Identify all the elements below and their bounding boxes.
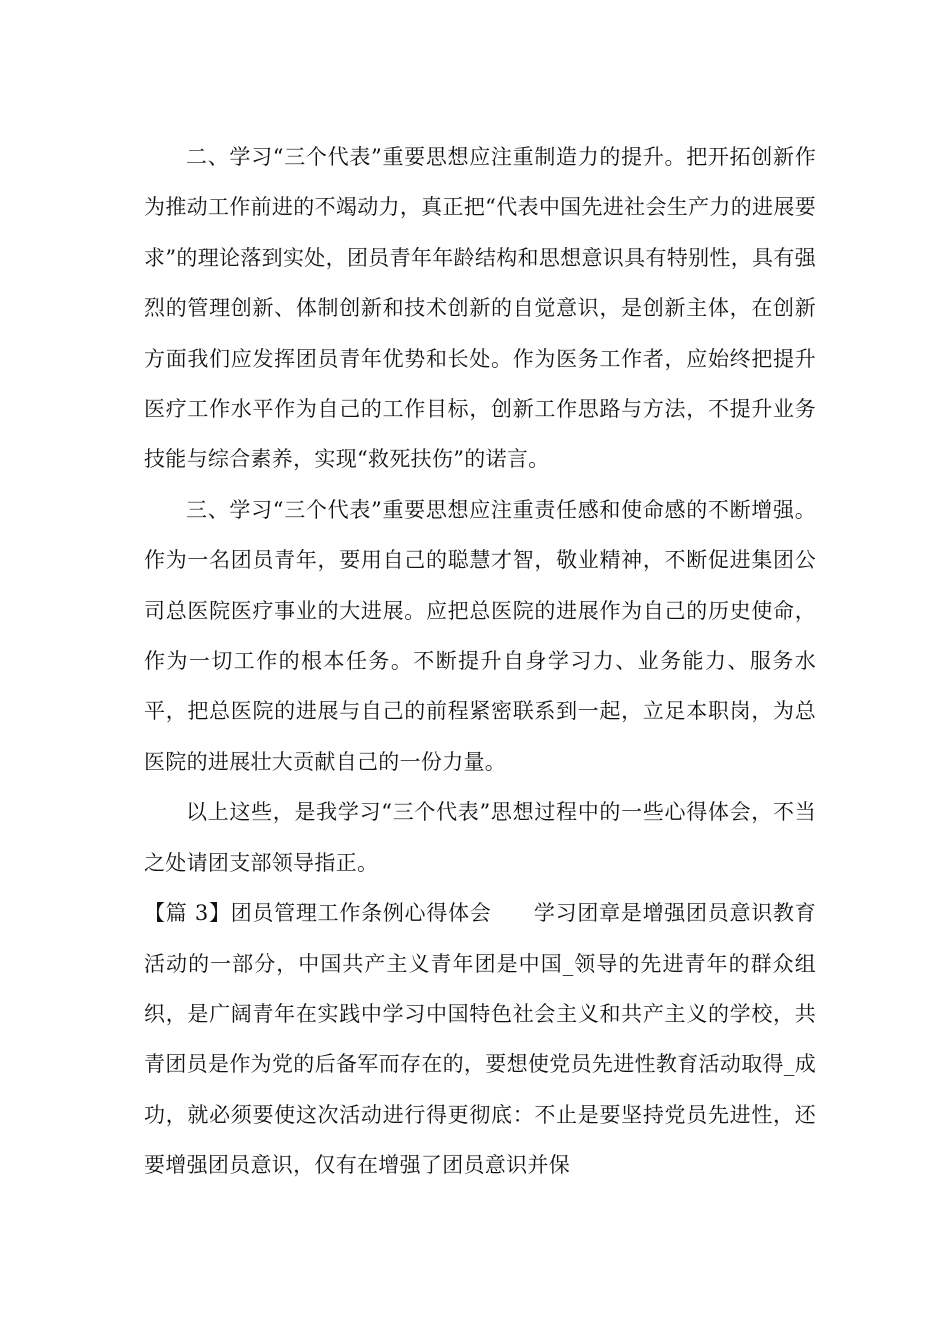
paragraph-3: 三、学习“三个代表”重要思想应注重责任感和使命感的不断增强。作为一名团员青年，要用自己的聪慧才智，敬业精神，不断促进集团公司总医院医疗事业的大进展。应把总医院的进展作为自己的历史使命，作为一切工作的根本任务。不断提升自身学习力、业务能力、服务水平，把总医院的进展与自己的前程紧密联系到一起，立足本职岗，为总医院的进展壮大贡献自己的一份力量。 [144,497,816,774]
paragraph-conclusion: 以上这些，是我学习“三个代表”思想过程中的一些心得体会，不当之处请团支部领导指正。 [144,800,816,875]
paragraph-2: 二、学习“三个代表”重要思想应注重制造力的提升。把开拓创新作为推动工作前进的不竭动力，真正把“代表中国先进社会生产力的进展要求”的理论落到实处，团员青年年龄结构和思想意识具有特别性，具有强烈的管理创新、体制创新和技术创新的自觉意识，是创新主体，在创新方面我们应发挥团员青年优势和长处。作为医务工作者，应始终把提升医疗工作水平作为自己的工作目标，创新工作思路与方法，不提升业务技能与综合素养，实现“救死扶伤”的诺言。 [144,145,816,472]
document-body [144,132,816,1191]
section-3-heading: 【篇 3】团员管理工作条例心得体会 [144,901,492,926]
section-3-body: 学习团章是增强团员意识教育活动的一部分，中国共产主义青年团是中国_领导的先进青年的群众组织，是广阔青年在实践中学习中国特色社会主义和共产主义的学校，共青团员是作为党的后备军而存在的，要想使党员先进性教育活动取得_成功，就必须要使这次活动进行得更彻底：不止是要坚持党员先进性，还要增强团员意识，仅有在增强了团员意识并保 [144,901,816,1178]
section-3-paragraph [144,888,816,1190]
